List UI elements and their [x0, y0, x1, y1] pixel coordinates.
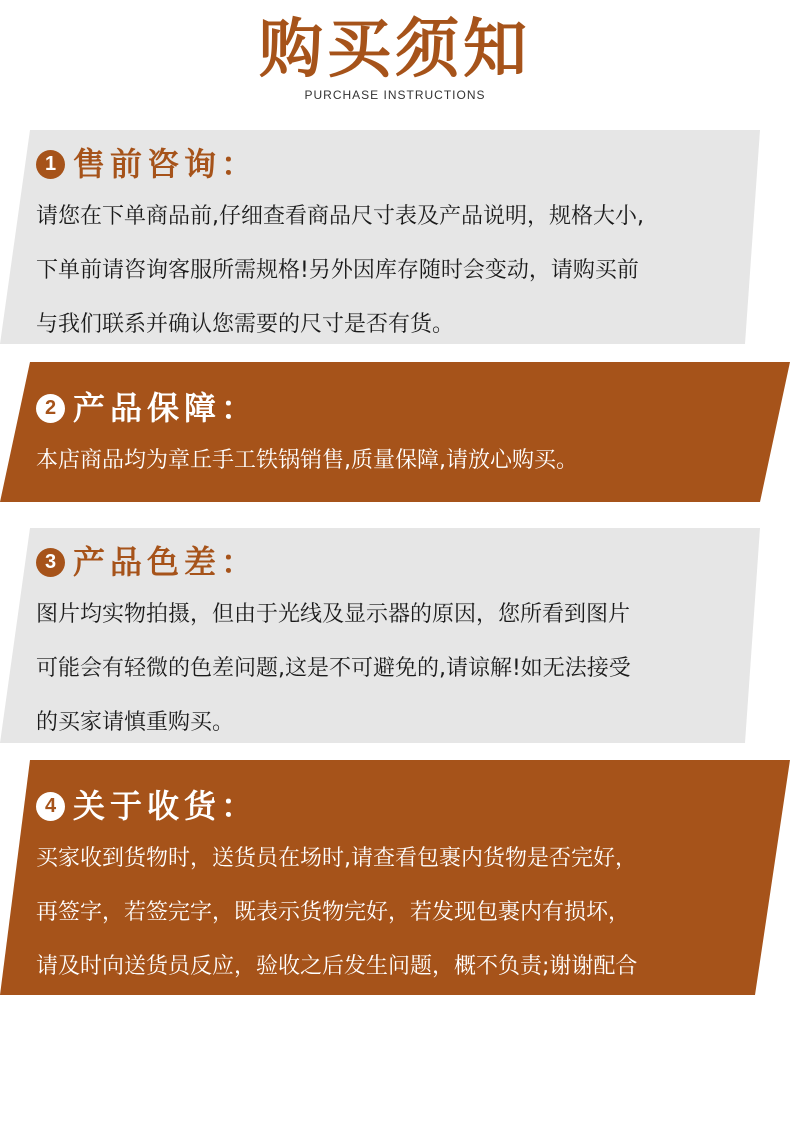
section-body [36, 832, 637, 994]
section-heading [36, 144, 258, 184]
body-line: 本店商品均为章丘手工铁锅销售,质量保障,请放心购买。 [36, 448, 578, 473]
body-line: 与我们联系并确认您需要的尺寸是否有货。 [36, 312, 455, 337]
section-heading [36, 542, 258, 582]
section-about-receiving [0, 760, 790, 995]
body-line: 请您在下单商品前,仔细查看商品尺寸表及产品说明，规格大小, [36, 204, 644, 229]
number-badge: 2 [36, 394, 65, 423]
section-body [36, 190, 644, 352]
body-line: 的买家请慎重购买。 [36, 710, 235, 735]
page-title: 购买须知 [259, 13, 531, 87]
body-line: 下单前请咨询客服所需规格!另外因库存随时会变动，请购买前 [36, 258, 639, 283]
body-line: 再签字，若签完字，既表示货物完好，若发现包裹内有损坏， [36, 900, 631, 925]
body-line: 图片均实物拍摄，但由于光线及显示器的原因，您所看到图片 [36, 602, 631, 627]
section-heading-text: 售前咨询： [73, 145, 259, 183]
number-badge: 1 [36, 150, 65, 179]
body-line: 请及时向送货员反应，验收之后发生问题，概不负责;谢谢配合 [36, 954, 638, 979]
section-heading-text: 产品色差： [73, 543, 259, 581]
body-line: 买家收到货物时，送货员在场时,请查看包裹内货物是否完好， [36, 846, 637, 871]
section-heading-text: 关于收货： [73, 787, 259, 825]
section-body [36, 588, 631, 750]
section-product-guarantee [0, 362, 790, 502]
number-badge: 4 [36, 792, 65, 821]
section-product-color-difference [0, 528, 760, 743]
page-subtitle: PURCHASE INSTRUCTIONS [304, 88, 486, 102]
number-badge: 3 [36, 548, 65, 577]
section-heading-text: 产品保障： [73, 389, 259, 427]
section-heading [36, 786, 258, 826]
body-line: 可能会有轻微的色差问题,这是不可避免的,请谅解!如无法接受 [36, 656, 631, 681]
section-pre-sale-consultation [0, 130, 760, 344]
section-heading [36, 388, 258, 428]
section-body [36, 434, 578, 488]
